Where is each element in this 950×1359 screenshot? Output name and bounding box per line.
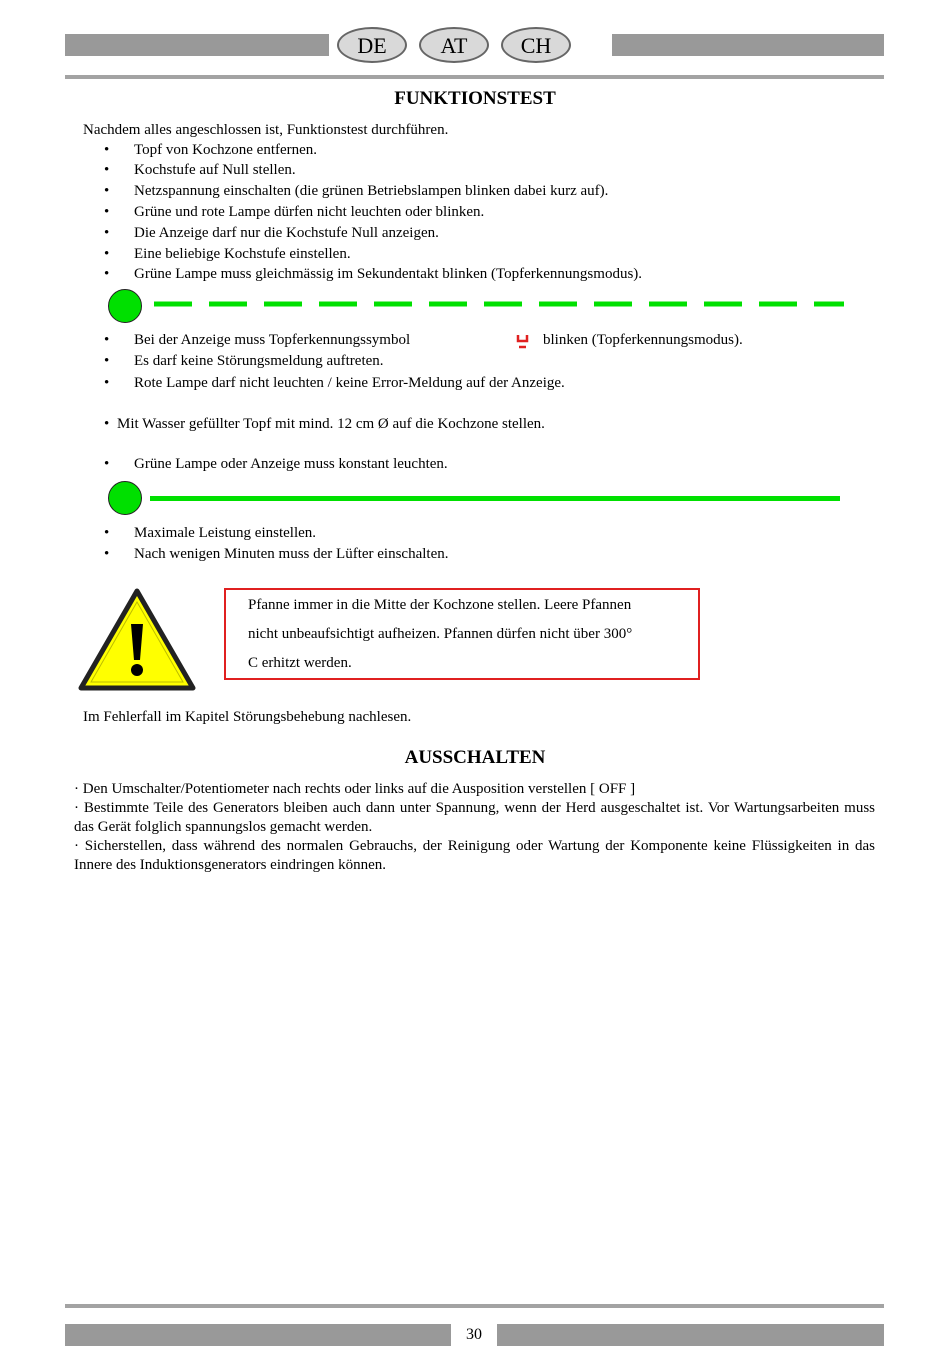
bullet: • xyxy=(104,225,110,241)
bullet: • xyxy=(104,416,110,432)
list-item: Grüne und rote Lampe dürfen nicht leuchten oder blinken. xyxy=(134,204,485,220)
bullet: • xyxy=(104,332,110,348)
list-item: Grüne Lampe oder Anzeige muss konstant leuchten. xyxy=(134,456,448,472)
bullet: • xyxy=(104,246,110,262)
list-item: blinken (Topferkennungsmodus). xyxy=(543,332,743,348)
bullet: • xyxy=(104,162,110,178)
list-item: Es darf keine Störungsmeldung auftreten. xyxy=(134,353,384,369)
intro-text: Nachdem alles angeschlossen ist, Funktionstest durchführen. xyxy=(83,122,449,138)
page-number: 30 xyxy=(466,1326,482,1343)
list-item: Maximale Leistung einstellen. xyxy=(134,525,317,541)
bullet: • xyxy=(104,183,110,199)
list-item: Topf von Kochzone entfernen. xyxy=(134,142,318,158)
warning-text-line: nicht unbeaufsichtigt aufheizen. Pfannen dürfen nicht über 300° xyxy=(248,626,633,642)
bullet: • xyxy=(104,456,110,472)
bullet: • xyxy=(104,353,110,369)
paragraph: · Sicherstellen, dass während des normalen Gebrauchs, der Reinigung oder Wartung der Komponente keine Flüssigkeiten in das Innere des Induktionsgenerators eindringen können. xyxy=(74,838,875,873)
bullet: • xyxy=(104,142,110,158)
list-item: Nach wenigen Minuten muss der Lüfter einschalten. xyxy=(134,546,449,562)
warning-box xyxy=(224,588,700,680)
section-title-ausschalten: AUSSCHALTEN xyxy=(404,747,546,768)
footer-bar-left xyxy=(65,1324,451,1346)
warning-text-line: Pfanne immer in die Mitte der Kochzone stellen. Leere Pfannen xyxy=(248,597,632,613)
header-bar-left xyxy=(65,34,329,56)
bullet: • xyxy=(104,375,110,391)
footer-bar-right xyxy=(497,1324,884,1346)
constant-solid-line xyxy=(150,496,840,501)
paragraph: · Den Umschalter/Potentiometer nach rechts oder links auf die Ausposition verstellen [ OFF ] xyxy=(74,781,636,797)
footer-rule xyxy=(65,1304,884,1308)
header-rule xyxy=(65,75,884,79)
blinking-dash-line xyxy=(154,300,848,308)
list-item: Rote Lampe darf nicht leuchten / keine Error-Meldung auf der Anzeige. xyxy=(134,375,565,391)
green-lamp-constant-icon xyxy=(108,481,142,515)
water-instruction: Mit Wasser gefüllter Topf mit mind. 12 cm Ø auf die Kochzone stellen. xyxy=(117,416,545,432)
list-item: Eine beliebige Kochstufe einstellen. xyxy=(134,246,351,262)
list-item: Netzspannung einschalten (die grünen Betriebslampen blinken dabei kurz auf). xyxy=(134,183,609,199)
list-item: Bei der Anzeige muss Topferkennungssymbol xyxy=(134,332,411,348)
list-item: Die Anzeige darf nur die Kochstufe Null anzeigen. xyxy=(134,225,439,241)
section-title-funktionstest: FUNKTIONSTEST xyxy=(394,88,556,109)
bullet: • xyxy=(104,204,110,220)
lang-badge-de: DE xyxy=(337,27,407,63)
list-item: Kochstufe auf Null stellen. xyxy=(134,162,296,178)
bullet: • xyxy=(104,546,110,562)
bullet: • xyxy=(104,266,110,282)
pot-detection-symbol-icon xyxy=(516,332,530,352)
list-item: Grüne Lampe muss gleichmässig im Sekundentakt blinken (Topferkennungsmodus). xyxy=(134,266,643,282)
warning-triangle-icon xyxy=(78,588,196,692)
green-lamp-blinking-icon xyxy=(108,289,142,323)
lang-badge-ch: CH xyxy=(501,27,571,63)
paragraph: · Bestimmte Teile des Generators bleiben auch dann unter Spannung, wenn der Herd ausgeschaltet ist. Vor Wartungsarbeiten muss das Gerät folglich spannungslos gemacht werden. xyxy=(74,800,875,835)
header-bar-right xyxy=(612,34,884,56)
error-note: Im Fehlerfall im Kapitel Störungsbehebung nachlesen. xyxy=(83,709,412,725)
warning-text-line: C erhitzt werden. xyxy=(248,655,352,671)
bullet: • xyxy=(104,525,110,541)
lang-badge-at: AT xyxy=(419,27,489,63)
